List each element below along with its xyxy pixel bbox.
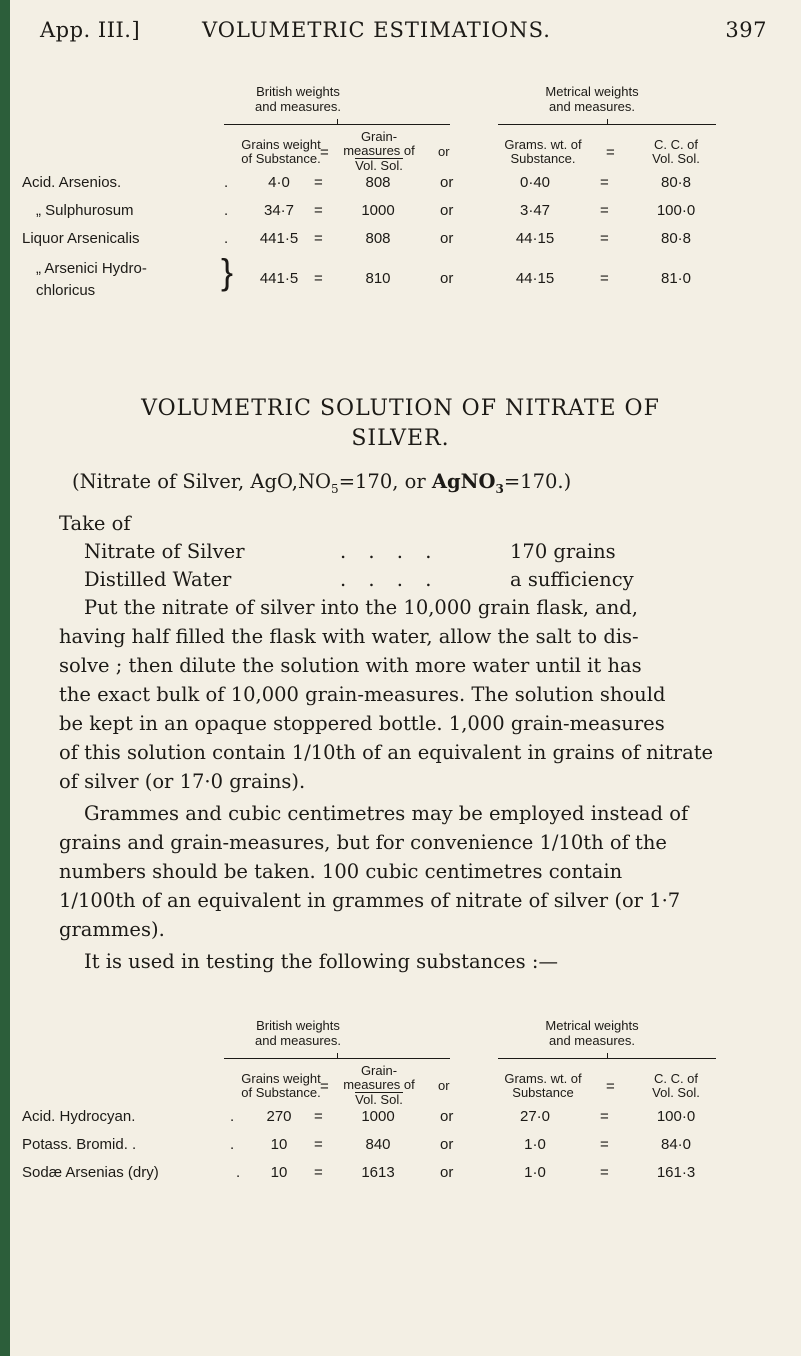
row-name: Sodæ Arsenias (dry) [22,1164,159,1181]
paragraph3: It is used in testing the following substances :— [84,950,558,973]
row-name: Potass. Bromid. . [22,1136,137,1153]
row-grains: 10 [270,1136,288,1153]
running-header [40,18,767,48]
row-eq: = [314,1164,323,1181]
page-edge [0,0,10,1356]
row-grams: 27·0 [519,1108,551,1125]
ingredient-dots: . . . . [340,540,440,563]
group-british-line2: and measures. [255,1033,341,1048]
row-name-line2: chloricus [36,282,96,299]
group-british-line1: British weights [256,1018,340,1033]
table-row [22,202,742,226]
row-grams: 3·47 [519,202,551,219]
group-british-line1: British weights [256,84,340,99]
row-or: or [440,174,454,191]
col-grains-line2: of Substance. [241,151,321,166]
col-gm-line2: measures of [343,1077,415,1092]
table-row [22,1108,742,1132]
row-name: „ Arsenici Hydro- [36,260,147,277]
header-eq: = [320,1078,329,1095]
col-grains-line2: of Substance. [241,1085,321,1100]
paragraph1-line: of this solution contain 1/10th of an equivalent in grains of nitrate [59,741,714,764]
row-name: Acid. Arsenios. [22,174,122,191]
row-eq-2: = [600,174,609,191]
group-british-header [218,1018,378,1048]
row-eq: = [314,1108,323,1125]
group-metrical-header [502,1018,682,1048]
paragraph1-line: be kept in an opaque stoppered bottle. 1,000 grain-measures [59,712,665,735]
col-cc-line2: Vol. Sol. [652,151,700,166]
col-gm-line3: Vol. Sol. [355,158,403,173]
row-eq-2: = [600,1136,609,1153]
row-grains: 270 [266,1108,292,1125]
table-row [22,1136,742,1160]
col-grains-line1: Grains weight [241,137,321,152]
row-or: or [440,270,454,287]
row-grains: 4·0 [268,174,290,191]
row-eq: = [314,230,323,247]
paragraph1-line: the exact bulk of 10,000 grain-measures. The solution should [59,683,666,706]
col-cc-header [634,138,718,166]
take-of: Take of [59,512,131,535]
ingredient-name: Distilled Water [84,568,232,591]
header-eq-2: = [606,144,615,161]
row-or: or [440,1108,454,1125]
header-title: VOLUMETRIC ESTIMATIONS. [202,18,551,42]
row-bracket: } [221,251,234,292]
group-metrical-header [502,84,682,114]
row-name: „ Sulphurosum [36,202,134,219]
row-grain-measures: 1000 [361,202,395,219]
ingredient-amount: 170 grains [510,540,616,563]
header-eq: = [320,144,329,161]
paragraph1-line: having half filled the flask with water, allow the salt to dis- [59,625,639,648]
paragraph2-line: Grammes and cubic centimetres may be employed instead of [84,802,689,825]
header-or: or [438,144,450,159]
row-eq: = [314,202,323,219]
row-eq-2: = [600,270,609,287]
ingredient-dots: . . . . [340,568,440,591]
paragraph2-line: 1/100th of an equivalent in grammes of nitrate of silver (or 1·7 [59,889,681,912]
row-grains: 34·7 [263,202,295,219]
row-or: or [440,1136,454,1153]
col-cc-header [634,1072,718,1100]
group-metrical-line2: and measures. [549,99,635,114]
row-dots: . [230,1108,235,1125]
col-gm-line1: Grain- [360,1063,398,1078]
section-title: VOLUMETRIC SOLUTION OF NITRATE OF [141,396,660,421]
row-grain-measures: 808 [365,174,391,191]
header-appendix: App. III.] [40,18,141,42]
row-cc: 84·0 [660,1136,692,1153]
group-metrical-line1: Metrical weights [545,84,639,99]
col-grams-line1: Grams. wt. of [504,1071,582,1086]
col-grain-measures-header [334,130,424,173]
paragraph2-line: grains and grain-measures, but for convenience 1/10th of the [59,831,667,854]
row-dots: . [224,202,229,219]
header-or: or [438,1078,450,1093]
paragraph2-line: numbers should be taken. 100 cubic centimetres contain [59,860,623,883]
paragraph2-line: grammes). [59,918,165,941]
header-eq-2: = [606,1078,615,1095]
row-grams: 0·40 [519,174,551,191]
row-or: or [440,202,454,219]
row-grain-measures: 810 [365,270,391,287]
paragraph1-line: Put the nitrate of silver into the 10,000 grain flask, and, [84,596,638,619]
row-grams: 1·0 [524,1164,546,1181]
group-british-header [218,84,378,114]
col-grain-measures-header [334,1064,424,1107]
row-grains: 441·5 [259,270,299,287]
brace-metrical [498,1058,716,1067]
row-grain-measures: 1000 [361,1108,395,1125]
table-row [22,1164,742,1188]
col-grams-line2: Substance [512,1085,574,1100]
row-grains: 441·5 [259,230,299,247]
paragraph1-line: of silver (or 17·0 grains). [59,770,306,793]
row-dots: . [230,1136,235,1153]
group-british-line2: and measures. [255,99,341,114]
col-grams-line1: Grams. wt. of [504,137,582,152]
row-cc: 80·8 [660,174,692,191]
row-eq: = [314,1136,323,1153]
col-gm-line3: Vol. Sol. [355,1092,403,1107]
row-cc: 100·0 [656,1108,696,1125]
row-name: Liquor Arsenicalis [22,230,140,247]
paragraph1-line: solve ; then dilute the solution with more water until it has [59,654,642,677]
group-metrical-line1: Metrical weights [545,1018,639,1033]
row-eq-2: = [600,1164,609,1181]
table-row [22,251,742,306]
row-or: or [440,230,454,247]
ingredient-amount: a sufficiency [510,568,634,591]
row-eq-2: = [600,230,609,247]
col-cc-line1: C. C. of [653,1071,699,1086]
row-grain-measures: 1613 [361,1164,395,1181]
col-cc-line1: C. C. of [653,137,699,152]
col-grains-header [236,138,326,166]
row-cc: 161·3 [656,1164,696,1181]
row-dots: . [224,174,229,191]
table-row [22,230,742,254]
row-eq-2: = [600,1108,609,1125]
row-grams: 44·15 [515,230,555,247]
row-cc: 100·0 [656,202,696,219]
row-eq-2: = [600,202,609,219]
row-grams: 44·15 [515,270,555,287]
col-gm-line2: measures of [343,143,415,158]
page-number: 397 [725,18,767,42]
col-grams-header [488,138,598,166]
row-grain-measures: 808 [365,230,391,247]
row-grams: 1·0 [524,1136,546,1153]
col-grains-header [236,1072,326,1100]
col-grams-header [488,1072,598,1100]
row-cc: 80·8 [660,230,692,247]
table-row [22,174,742,198]
col-grams-line2: Substance. [510,151,576,166]
row-cc: 81·0 [660,270,692,287]
col-cc-line2: Vol. Sol. [652,1085,700,1100]
formula-line: (Nitrate of Silver, $AgO,NO_5=170$, or AgNO$_3$=170.) [72,470,572,496]
row-grain-measures: 840 [365,1136,391,1153]
brace-metrical [498,124,716,133]
row-name: Acid. Hydrocyan. [22,1108,136,1125]
section-title-line2: SILVER. [351,426,450,451]
group-metrical-line2: and measures. [549,1033,635,1048]
row-grains: 10 [270,1164,288,1181]
ingredient-name: Nitrate of Silver [84,540,245,563]
row-eq: = [314,270,323,287]
col-grains-line1: Grains weight [241,1071,321,1086]
col-gm-line1: Grain- [360,129,398,144]
row-or: or [440,1164,454,1181]
row-dots: . [236,1164,241,1181]
row-eq: = [314,174,323,191]
row-dots: . [224,230,229,247]
